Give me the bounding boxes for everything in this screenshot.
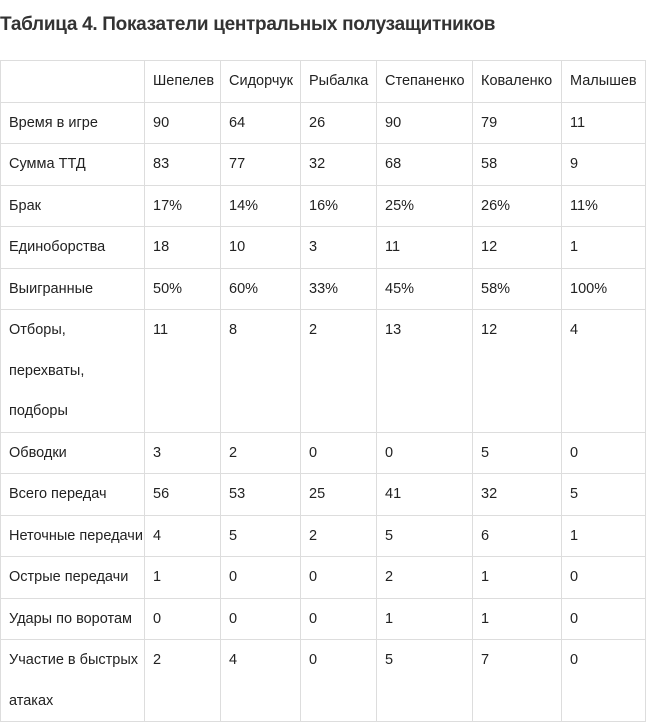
table-cell: 9 bbox=[562, 144, 646, 186]
table-cell: 18 bbox=[145, 227, 221, 269]
table-cell: 0 bbox=[221, 557, 301, 599]
header-cell-player: Шепелев bbox=[145, 61, 221, 103]
table-cell: 79 bbox=[473, 102, 562, 144]
table-cell: 8 bbox=[221, 310, 301, 433]
header-cell-player: Коваленко bbox=[473, 61, 562, 103]
header-cell-player: Малышев bbox=[562, 61, 646, 103]
row-label: Время в игре bbox=[1, 102, 145, 144]
table-cell: 83 bbox=[145, 144, 221, 186]
table-cell: 0 bbox=[145, 598, 221, 640]
table-row bbox=[1, 640, 646, 722]
header-cell-empty bbox=[1, 61, 145, 103]
header-row bbox=[1, 61, 646, 103]
table-cell: 58% bbox=[473, 268, 562, 310]
table-cell: 68 bbox=[377, 144, 473, 186]
table-cell: 7 bbox=[473, 640, 562, 722]
table-cell: 1 bbox=[562, 515, 646, 557]
row-label: Сумма ТТД bbox=[1, 144, 145, 186]
table-cell: 13 bbox=[377, 310, 473, 433]
row-label: Обводки bbox=[1, 432, 145, 474]
row-label: Отборы, перехваты, подборы bbox=[1, 310, 145, 433]
table-cell: 100% bbox=[562, 268, 646, 310]
table-cell: 0 bbox=[562, 557, 646, 599]
table-row bbox=[1, 268, 646, 310]
row-label: Всего передач bbox=[1, 474, 145, 516]
table-cell: 26 bbox=[301, 102, 377, 144]
table-cell: 0 bbox=[301, 432, 377, 474]
table-cell: 11 bbox=[562, 102, 646, 144]
table-cell: 26% bbox=[473, 185, 562, 227]
table-cell: 14% bbox=[221, 185, 301, 227]
table-cell: 1 bbox=[377, 598, 473, 640]
header-cell-player: Сидорчук bbox=[221, 61, 301, 103]
page-title: Таблица 4. Показатели центральных полузащитников bbox=[0, 14, 496, 35]
table-cell: 2 bbox=[377, 557, 473, 599]
table-cell: 12 bbox=[473, 227, 562, 269]
table-cell: 41 bbox=[377, 474, 473, 516]
table-cell: 90 bbox=[377, 102, 473, 144]
table-cell: 90 bbox=[145, 102, 221, 144]
table-cell: 60% bbox=[221, 268, 301, 310]
table-row bbox=[1, 144, 646, 186]
table-cell: 4 bbox=[221, 640, 301, 722]
table-cell: 12 bbox=[473, 310, 562, 433]
table-cell: 3 bbox=[301, 227, 377, 269]
table-cell: 56 bbox=[145, 474, 221, 516]
table-cell: 64 bbox=[221, 102, 301, 144]
midfielders-stats-table bbox=[0, 60, 646, 722]
row-label: Брак bbox=[1, 185, 145, 227]
table-cell: 3 bbox=[145, 432, 221, 474]
row-label: Острые передачи bbox=[1, 557, 145, 599]
table-row bbox=[1, 432, 646, 474]
table-cell: 11 bbox=[145, 310, 221, 433]
table-cell: 11% bbox=[562, 185, 646, 227]
table-cell: 25 bbox=[301, 474, 377, 516]
table-row bbox=[1, 310, 646, 433]
table-cell: 2 bbox=[301, 515, 377, 557]
table-cell: 45% bbox=[377, 268, 473, 310]
table-header bbox=[1, 61, 646, 103]
table-cell: 1 bbox=[473, 557, 562, 599]
table-cell: 0 bbox=[562, 640, 646, 722]
table-cell: 2 bbox=[221, 432, 301, 474]
table-row bbox=[1, 557, 646, 599]
table-row bbox=[1, 474, 646, 516]
table-cell: 5 bbox=[473, 432, 562, 474]
table-cell: 32 bbox=[301, 144, 377, 186]
table-cell: 0 bbox=[301, 557, 377, 599]
row-label: Неточные передачи bbox=[1, 515, 145, 557]
table-row bbox=[1, 598, 646, 640]
table-cell: 1 bbox=[562, 227, 646, 269]
table-cell: 4 bbox=[145, 515, 221, 557]
row-label: Удары по воротам bbox=[1, 598, 145, 640]
table-row bbox=[1, 102, 646, 144]
table-cell: 0 bbox=[301, 598, 377, 640]
table-cell: 16% bbox=[301, 185, 377, 227]
table-cell: 33% bbox=[301, 268, 377, 310]
table-row bbox=[1, 185, 646, 227]
table-cell: 0 bbox=[377, 432, 473, 474]
table-row bbox=[1, 515, 646, 557]
table-cell: 1 bbox=[473, 598, 562, 640]
table-cell: 11 bbox=[377, 227, 473, 269]
table-cell: 0 bbox=[562, 432, 646, 474]
table-cell: 0 bbox=[562, 598, 646, 640]
table-cell: 1 bbox=[145, 557, 221, 599]
table-cell: 6 bbox=[473, 515, 562, 557]
table-cell: 25% bbox=[377, 185, 473, 227]
table-cell: 5 bbox=[562, 474, 646, 516]
table-cell: 0 bbox=[301, 640, 377, 722]
table-cell: 58 bbox=[473, 144, 562, 186]
table-cell: 77 bbox=[221, 144, 301, 186]
table-cell: 10 bbox=[221, 227, 301, 269]
table-cell: 2 bbox=[301, 310, 377, 433]
table-cell: 2 bbox=[145, 640, 221, 722]
table-cell: 4 bbox=[562, 310, 646, 433]
table-body bbox=[1, 102, 646, 722]
header-cell-player: Рыбалка bbox=[301, 61, 377, 103]
table-cell: 17% bbox=[145, 185, 221, 227]
row-label: Участие в быстрых атаках bbox=[1, 640, 145, 722]
table-cell: 32 bbox=[473, 474, 562, 516]
row-label: Выигранные bbox=[1, 268, 145, 310]
table-cell: 5 bbox=[377, 640, 473, 722]
header-cell-player: Степаненко bbox=[377, 61, 473, 103]
table-row bbox=[1, 227, 646, 269]
table-cell: 50% bbox=[145, 268, 221, 310]
table-cell: 53 bbox=[221, 474, 301, 516]
table-cell: 5 bbox=[221, 515, 301, 557]
table-cell: 5 bbox=[377, 515, 473, 557]
table-cell: 0 bbox=[221, 598, 301, 640]
row-label: Единоборства bbox=[1, 227, 145, 269]
